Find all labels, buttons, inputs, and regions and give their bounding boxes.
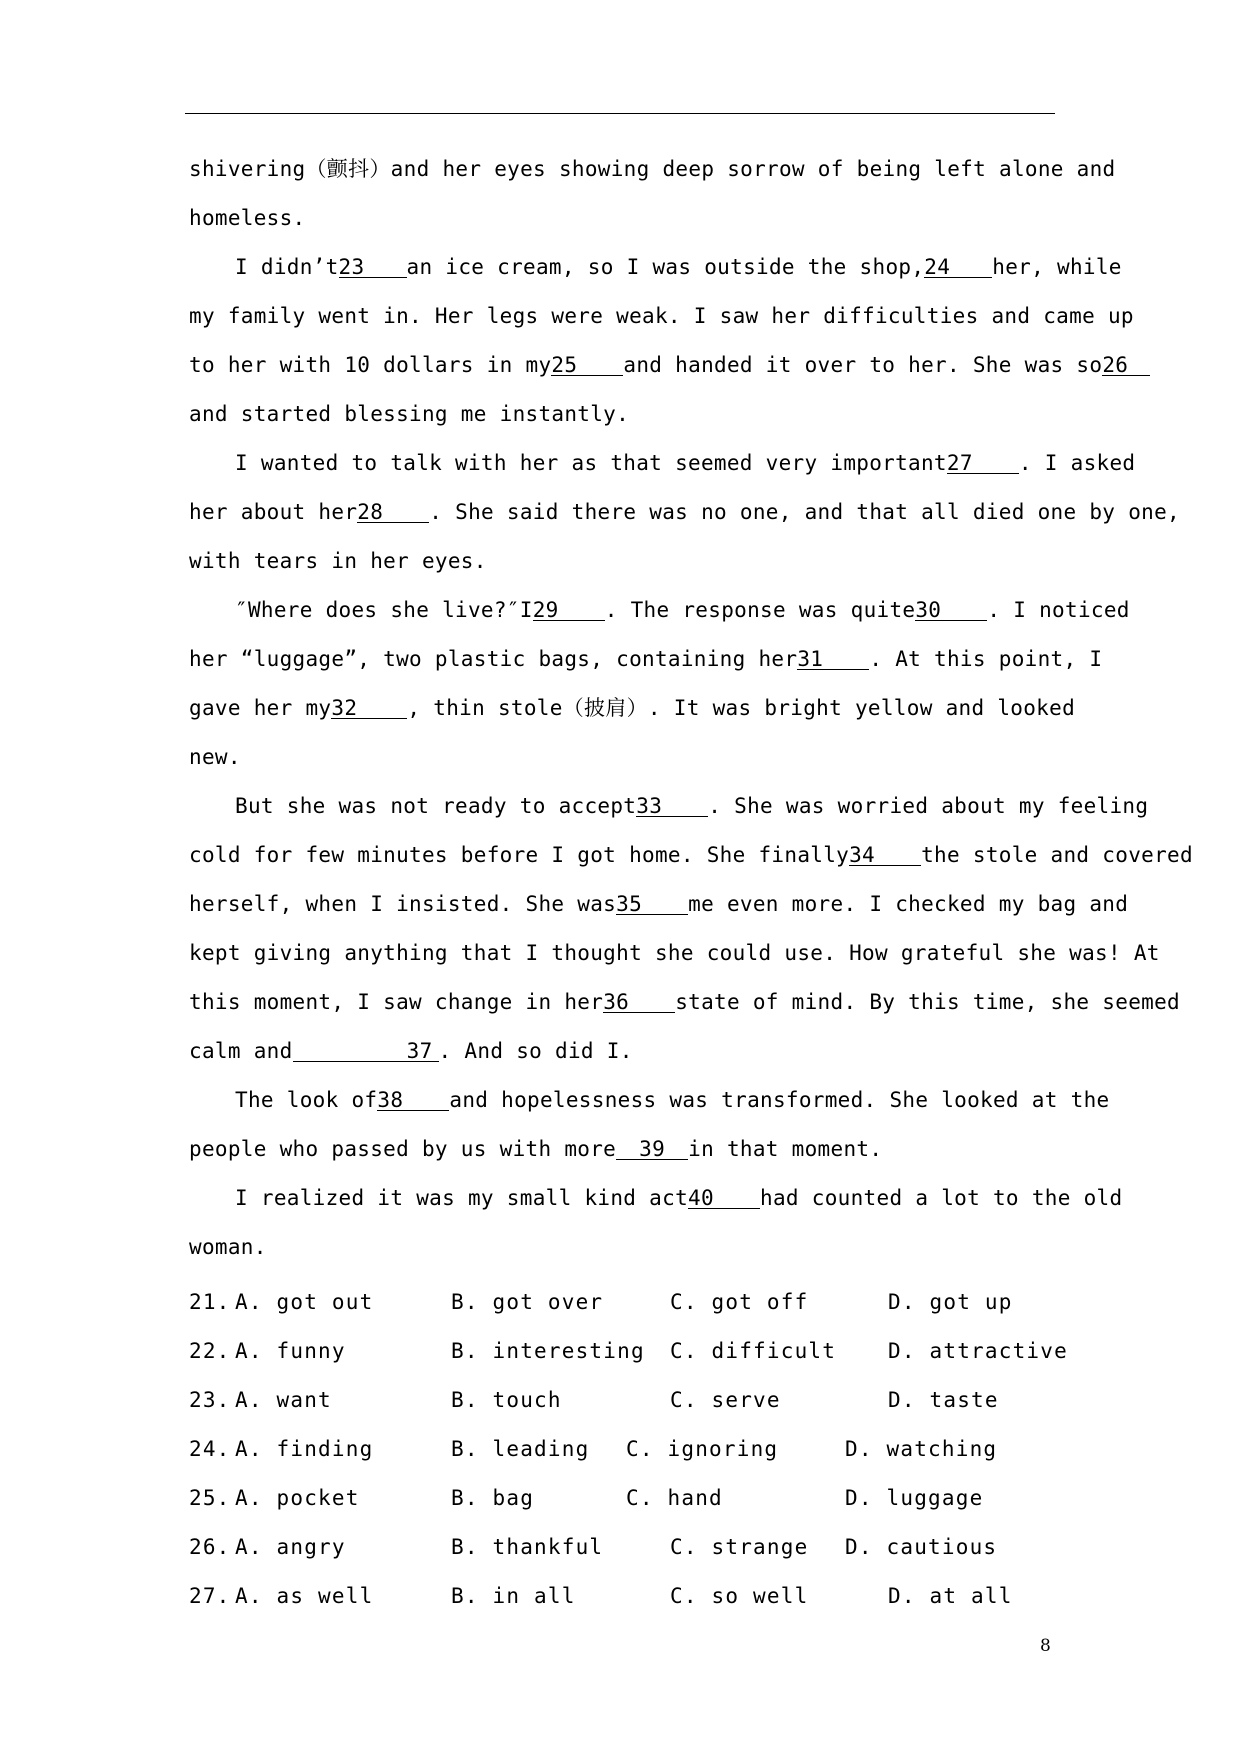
passage-text: and hopelessness was transformed. She looked at the — [449, 1088, 1110, 1112]
option-a[interactable]: A. finding — [235, 1437, 374, 1461]
option-d[interactable]: D. cautious — [845, 1535, 998, 1559]
option-a[interactable]: A. funny — [235, 1339, 346, 1363]
blank-37[interactable]: 37 — [293, 1041, 439, 1062]
passage-line — [189, 206, 1055, 255]
passage-line — [189, 1137, 1055, 1186]
passage-text: . The response was quite — [604, 598, 916, 622]
passage-line — [189, 304, 1134, 353]
passage-text: and started blessing me instantly. — [189, 402, 630, 426]
blank-26[interactable]: 26 — [1102, 355, 1150, 376]
option-c[interactable]: C. hand — [626, 1486, 723, 1510]
passage-text: The look of — [235, 1088, 378, 1112]
passage-text: her “luggage”, two plastic bags, containing her — [189, 647, 798, 671]
passage-text: . I asked — [1018, 451, 1136, 475]
passage-line — [189, 696, 1076, 745]
page-number: 8 — [1040, 1636, 1051, 1656]
passage-text: homeless. — [189, 206, 306, 230]
question-number: 25. — [189, 1486, 231, 1510]
blank-30[interactable]: 30 — [915, 600, 987, 621]
question-23 — [189, 1388, 1059, 1437]
passage-text: kept giving anything that I thought she could use. How grateful she was! At — [189, 941, 1160, 965]
passage-text: state of mind. By this time, she seemed — [675, 990, 1180, 1014]
question-number: 23. — [189, 1388, 231, 1412]
option-a[interactable]: A. want — [235, 1388, 332, 1412]
option-c[interactable]: C. got off — [670, 1290, 809, 1314]
passage-text: calm and — [189, 1039, 293, 1063]
passage-text: my family went in. Her legs were weak. I saw her difficulties and came up — [189, 304, 1134, 328]
passage-text: new. — [189, 745, 241, 769]
option-d[interactable]: D. at all — [888, 1584, 1013, 1608]
passage-text: the stole and covered — [921, 843, 1193, 867]
option-c[interactable]: C. difficult — [670, 1339, 837, 1363]
option-b[interactable]: B. touch — [451, 1388, 562, 1412]
blank-24[interactable]: 24 — [924, 257, 992, 278]
passage-text: . I noticed — [987, 598, 1130, 622]
question-number: 21. — [189, 1290, 231, 1314]
passage-line — [189, 794, 1149, 843]
question-24 — [189, 1437, 1059, 1486]
passage-text: this moment, I saw change in her — [189, 990, 604, 1014]
option-d[interactable]: D. watching — [845, 1437, 998, 1461]
passage-line — [189, 500, 1180, 549]
passage-text: shivering（颤抖）and her eyes showing deep sorrow of being left alone and — [189, 157, 1116, 181]
option-b[interactable]: B. in all — [451, 1584, 576, 1608]
passage-line — [189, 549, 1055, 598]
passage-line — [189, 941, 1160, 990]
passage-text: to her with 10 dollars in my — [189, 353, 552, 377]
passage-text: But she was not ready to accept — [235, 794, 637, 818]
passage-line — [189, 402, 1055, 451]
passage-line — [189, 990, 1180, 1039]
passage-text: had counted a lot to the old — [760, 1186, 1123, 1210]
passage-text: her, while — [992, 255, 1122, 279]
question-27 — [189, 1584, 1059, 1633]
option-c[interactable]: C. ignoring — [626, 1437, 779, 1461]
question-25 — [189, 1486, 1059, 1535]
passage-text: gave her my — [189, 696, 332, 720]
passage-line — [189, 255, 1122, 304]
blank-23[interactable]: 23 — [339, 257, 407, 278]
passage-text: people who passed by us with more — [189, 1137, 617, 1161]
passage-text: woman. — [189, 1235, 267, 1259]
blank-25[interactable]: 25 — [551, 355, 623, 376]
blank-28[interactable]: 28 — [357, 502, 429, 523]
passage-text: cold for few minutes before I got home. She finally — [189, 843, 850, 867]
option-b[interactable]: B. thankful — [451, 1535, 604, 1559]
option-d[interactable]: D. attractive — [888, 1339, 1068, 1363]
question-number: 22. — [189, 1339, 231, 1363]
question-21 — [189, 1290, 1059, 1339]
option-d[interactable]: D. got up — [888, 1290, 1013, 1314]
passage-text: herself, when I insisted. She was — [189, 892, 617, 916]
passage-line — [189, 745, 1055, 794]
passage-line — [189, 843, 1193, 892]
passage-text: her about her — [189, 500, 358, 524]
passage-text: . And so did I. — [438, 1039, 633, 1063]
passage-text: and handed it over to her. She was so — [623, 353, 1103, 377]
passage-line — [189, 1039, 1055, 1088]
option-d[interactable]: D. luggage — [845, 1486, 984, 1510]
option-c[interactable]: C. strange — [670, 1535, 809, 1559]
passage-text: , thin stole（披肩）. It was bright yellow and looked — [407, 696, 1076, 720]
blank-32[interactable]: 32 — [331, 698, 407, 719]
passage-text: I realized it was my small kind act — [235, 1186, 689, 1210]
blank-29[interactable]: 29 — [533, 600, 605, 621]
question-22 — [189, 1339, 1068, 1388]
question-number: 24. — [189, 1437, 231, 1461]
passage-text: I wanted to talk with her as that seemed very important — [235, 451, 947, 475]
passage-text: in that moment. — [688, 1137, 883, 1161]
option-c[interactable]: C. serve — [670, 1388, 781, 1412]
blank-40[interactable]: 40 — [688, 1188, 760, 1209]
passage-text: with tears in her eyes. — [189, 549, 487, 573]
passage-text: an ice cream, so I was outside the shop, — [406, 255, 925, 279]
passage-line — [189, 647, 1103, 696]
question-number: 27. — [189, 1584, 231, 1608]
blank-39[interactable]: 39 — [616, 1139, 688, 1160]
passage-text: me even more. I checked my bag and — [688, 892, 1129, 916]
passage-line — [189, 598, 1130, 647]
passage-text: . At this point, I — [869, 647, 1103, 671]
blank-33[interactable]: 33 — [636, 796, 708, 817]
passage — [189, 157, 1193, 1284]
passage-line — [189, 157, 1116, 206]
option-d[interactable]: D. taste — [888, 1388, 999, 1412]
passage-text: . She said there was no one, and that all died one by one, — [429, 500, 1180, 524]
question-list — [189, 1290, 1068, 1633]
option-a[interactable]: A. pocket — [235, 1486, 360, 1510]
blank-38[interactable]: 38 — [377, 1090, 449, 1111]
header-rule — [185, 113, 1055, 114]
question-number: 26. — [189, 1535, 231, 1559]
passage-line — [189, 353, 1129, 402]
option-a[interactable]: A. got out — [235, 1290, 374, 1314]
question-26 — [189, 1535, 1059, 1584]
option-a[interactable]: A. angry — [235, 1535, 346, 1559]
passage-line — [189, 451, 1136, 500]
passage-line — [189, 892, 1129, 941]
option-b[interactable]: B. bag — [451, 1486, 535, 1510]
passage-text: ″Where does she live?″I — [235, 598, 533, 622]
blank-27[interactable]: 27 — [947, 453, 1019, 474]
blank-36[interactable]: 36 — [603, 992, 675, 1013]
passage-text: . She was worried about my feeling — [708, 794, 1149, 818]
blank-34[interactable]: 34 — [849, 845, 921, 866]
passage-line — [189, 1186, 1123, 1235]
option-b[interactable]: B. got over — [451, 1290, 604, 1314]
option-c[interactable]: C. so well — [670, 1584, 809, 1608]
passage-line — [189, 1088, 1110, 1137]
blank-31[interactable]: 31 — [797, 649, 869, 670]
passage-text: I didn’t — [235, 255, 339, 279]
blank-35[interactable]: 35 — [616, 894, 688, 915]
option-b[interactable]: B. leading — [451, 1437, 590, 1461]
option-b[interactable]: B. interesting — [451, 1339, 645, 1363]
option-a[interactable]: A. as well — [235, 1584, 374, 1608]
passage-line — [189, 1235, 1055, 1284]
